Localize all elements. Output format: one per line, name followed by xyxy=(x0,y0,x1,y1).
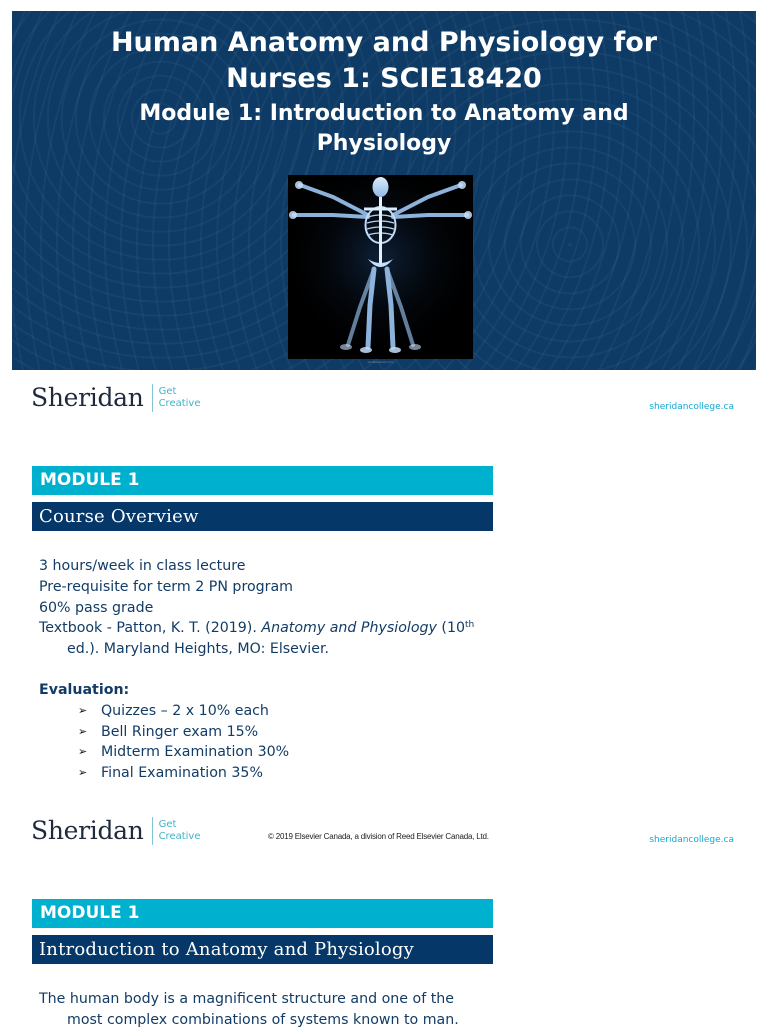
arrow-bullet-icon: ➢ xyxy=(78,745,88,759)
arrow-bullet-icon: ➢ xyxy=(78,703,88,717)
module-subtitle xyxy=(12,99,756,159)
list-item xyxy=(39,763,474,784)
module-subtitle-line-2: Physiology xyxy=(316,131,452,156)
course-title xyxy=(12,25,756,97)
title-slide xyxy=(12,11,756,370)
arrow-bullet-icon: ➢ xyxy=(78,724,88,738)
overview-line: 60% pass grade xyxy=(39,599,154,616)
evaluation-heading: Evaluation: xyxy=(39,681,130,698)
website-link[interactable]: sheridancollege.ca xyxy=(649,402,734,412)
xray-body-image xyxy=(288,175,473,359)
arrow-bullet-icon: ➢ xyxy=(78,766,88,780)
intro-line: most complex combinations of systems known to man. xyxy=(67,1011,459,1028)
textbook-title: Anatomy and Physiology xyxy=(261,620,437,637)
overview-line: 3 hours/week in class lecture xyxy=(39,558,246,574)
logo-divider xyxy=(152,384,153,412)
intro-body xyxy=(39,989,459,1031)
overview-line: Pre-requisite for term 2 PN program xyxy=(39,578,293,595)
textbook-prefix: Textbook - Patton, K. T. (2019). xyxy=(39,620,262,637)
evaluation-list xyxy=(39,701,474,784)
copyright-notice: © 2019 Elsevier Canada, a division of Reed Elsevier Canada, Ltd. xyxy=(268,832,489,841)
sheridan-logo xyxy=(31,383,201,412)
textbook-edition-sup: th xyxy=(465,620,475,631)
course-overview-body xyxy=(39,556,474,784)
list-item xyxy=(39,722,474,743)
list-item xyxy=(39,742,474,763)
logo-wordmark: Sheridan xyxy=(31,383,144,412)
evaluation-item-text: Midterm Examination 30% xyxy=(101,744,290,761)
course-title-line-2: Nurses 1: SCIE18420 xyxy=(226,63,542,94)
evaluation-item-text: Final Examination 35% xyxy=(101,765,263,782)
website-link[interactable]: sheridancollege.ca xyxy=(649,835,734,845)
sheridan-logo xyxy=(31,816,201,845)
evaluation-item-text: Bell Ringer exam 15% xyxy=(101,723,259,740)
module-label-bar: MODULE 1 xyxy=(32,899,493,928)
textbook-edition: (10 xyxy=(436,620,466,637)
module-subtitle-line-1: Module 1: Introduction to Anatomy and xyxy=(139,101,629,126)
textbook-citation xyxy=(39,618,474,639)
logo-wordmark: Sheridan xyxy=(31,816,144,845)
evaluation-item-text: Quizzes – 2 x 10% each xyxy=(101,702,269,719)
xray-figure-illustration xyxy=(288,175,473,359)
logo-tagline-line-1: Get xyxy=(158,385,177,397)
logo-tagline xyxy=(159,819,201,843)
logo-tagline-line-2: Creative xyxy=(158,830,201,842)
image-caption: shutterstock.com xyxy=(367,360,394,364)
logo-tagline-line-2: Creative xyxy=(158,397,201,409)
course-title-line-1: Human Anatomy and Physiology for xyxy=(110,27,658,58)
topic-title-bar: Course Overview xyxy=(32,502,493,531)
logo-tagline xyxy=(159,386,201,410)
logo-tagline-line-1: Get xyxy=(158,818,177,830)
intro-line: The human body is a magnificent structure and one of the xyxy=(39,991,454,1007)
logo-divider xyxy=(152,817,153,845)
list-item xyxy=(39,701,474,722)
module-label-bar: MODULE 1 xyxy=(32,466,493,495)
textbook-citation-line-2: ed.). Maryland Heights, MO: Elsevier. xyxy=(67,641,329,658)
topic-title-bar: Introduction to Anatomy and Physiology xyxy=(32,935,493,964)
